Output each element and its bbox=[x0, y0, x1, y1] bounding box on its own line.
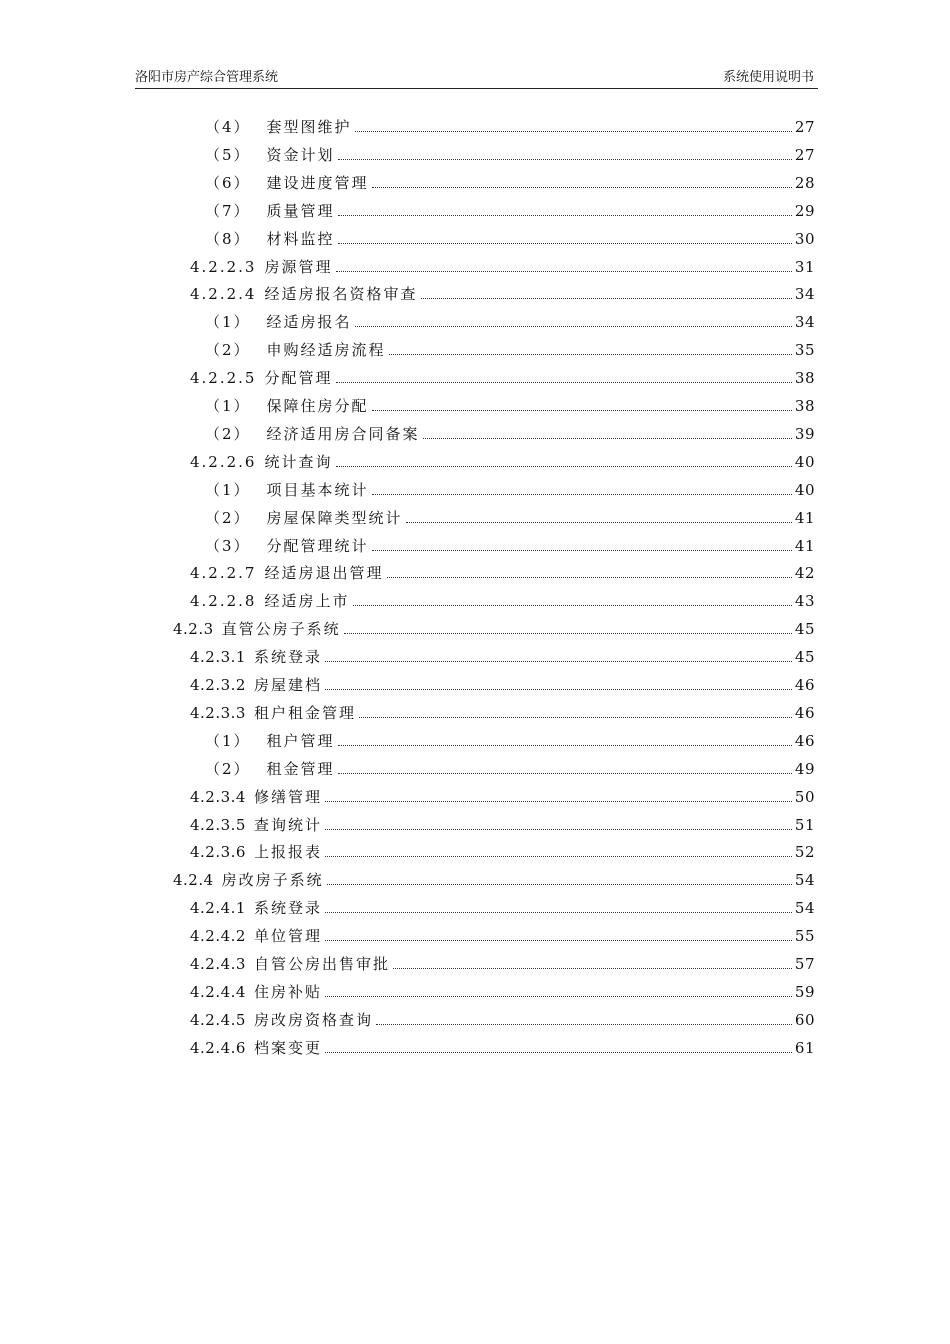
toc-entry[interactable] bbox=[190, 282, 815, 306]
toc-entry[interactable] bbox=[205, 143, 815, 167]
toc-entry-page-number: 59 bbox=[794, 982, 815, 1001]
toc-entry-title: 项目基本统计 bbox=[266, 480, 369, 499]
toc-entry-number: 4.2.3.1 bbox=[190, 648, 246, 667]
toc-entry-number: 4.2.3.3 bbox=[190, 703, 246, 722]
toc-entry[interactable] bbox=[205, 422, 815, 446]
toc-entry-number: （3） bbox=[205, 536, 251, 555]
toc-entry[interactable] bbox=[205, 757, 815, 781]
header-document-title: 洛阳市房产综合管理系统 bbox=[135, 70, 279, 85]
toc-entry[interactable] bbox=[173, 617, 815, 641]
toc-entry-number: 4.2.3.4 bbox=[190, 787, 246, 806]
toc-leader-dots bbox=[338, 199, 792, 223]
toc-entry-number: （4） bbox=[205, 118, 251, 136]
toc-entry-page-number: 41 bbox=[794, 508, 815, 527]
toc-entry-page-number: 60 bbox=[794, 1010, 815, 1029]
toc-entry-page-number: 45 bbox=[794, 620, 815, 639]
toc-entry-title: 统计查询 bbox=[264, 452, 333, 471]
toc-entry[interactable] bbox=[190, 980, 815, 1004]
toc-entry-page-number: 50 bbox=[794, 787, 815, 806]
toc-entry-title: 单位管理 bbox=[253, 927, 322, 946]
toc-entry-number: 4.2.3 bbox=[173, 620, 214, 639]
toc-entry-title: 经适房上市 bbox=[264, 592, 350, 611]
toc-entry-number: （2） bbox=[205, 759, 251, 778]
toc-entry-title: 分配管理 bbox=[264, 369, 333, 388]
toc-entry[interactable] bbox=[205, 227, 815, 251]
toc-entry[interactable] bbox=[190, 673, 815, 697]
toc-leader-dots bbox=[423, 422, 792, 446]
toc-entry-number: 4.2.2.6 bbox=[190, 452, 257, 471]
toc-entry-title: 档案变更 bbox=[253, 1038, 322, 1057]
toc-entry-page-number: 39 bbox=[794, 424, 815, 443]
toc-entry-page-number: 54 bbox=[794, 871, 815, 890]
toc-leader-dots bbox=[355, 115, 792, 139]
toc-leader-dots bbox=[325, 840, 792, 864]
toc-entry-page-number: 43 bbox=[794, 592, 815, 611]
toc-entry-number: 4.2.4.6 bbox=[190, 1038, 246, 1057]
toc-leader-dots bbox=[406, 506, 792, 530]
toc-entry-title: 经适房报名 bbox=[266, 313, 352, 332]
toc-entry[interactable] bbox=[190, 924, 815, 948]
toc-entry-page-number: 51 bbox=[794, 815, 815, 834]
toc-leader-dots bbox=[355, 310, 792, 334]
toc-entry-page-number: 45 bbox=[794, 648, 815, 667]
toc-entry-page-number: 42 bbox=[794, 564, 815, 583]
toc-entry-page-number: 34 bbox=[794, 285, 815, 304]
toc-entry-number: （1） bbox=[205, 313, 251, 332]
toc-entry-title: 房源管理 bbox=[264, 257, 333, 276]
toc-entry-page-number: 49 bbox=[794, 759, 815, 778]
toc-leader-dots bbox=[372, 171, 792, 195]
toc-entry-title: 经适房报名资格审查 bbox=[264, 285, 418, 304]
toc-leader-dots bbox=[325, 673, 792, 697]
toc-entry-number: （7） bbox=[205, 201, 251, 220]
toc-entry-title: 分配管理统计 bbox=[266, 536, 369, 555]
toc-entry-number: （2） bbox=[205, 424, 251, 443]
toc-entry-page-number: 54 bbox=[794, 899, 815, 918]
toc-leader-dots bbox=[389, 338, 792, 362]
toc-leader-dots bbox=[325, 896, 792, 920]
toc-entry-number: 4.2.3.2 bbox=[190, 676, 246, 694]
toc-entry-title: 质量管理 bbox=[266, 201, 335, 220]
toc-leader-dots bbox=[353, 589, 792, 613]
toc-leader-dots bbox=[325, 813, 792, 837]
toc-entry-title: 上报报表 bbox=[253, 843, 322, 862]
toc-entry-page-number: 29 bbox=[794, 201, 815, 220]
toc-entry-number: 4.2.4.2 bbox=[190, 927, 246, 946]
toc-leader-dots bbox=[338, 227, 792, 251]
toc-entry[interactable] bbox=[205, 199, 815, 223]
toc-entry-page-number: 40 bbox=[794, 480, 815, 499]
toc-leader-dots bbox=[336, 366, 792, 390]
toc-entry-title: 房改房子系统 bbox=[221, 871, 324, 890]
toc-leader-dots bbox=[336, 450, 792, 474]
toc-entry[interactable] bbox=[205, 729, 815, 753]
toc-entry[interactable] bbox=[205, 115, 815, 139]
toc-entry-title: 保障住房分配 bbox=[266, 397, 369, 415]
toc-entry-number: 4.2.2.4 bbox=[190, 285, 257, 304]
toc-leader-dots bbox=[325, 1036, 792, 1060]
toc-entry[interactable] bbox=[190, 450, 815, 474]
toc-entry-page-number: 61 bbox=[794, 1038, 815, 1057]
toc-entry-title: 建设进度管理 bbox=[266, 173, 369, 192]
toc-entry-page-number: 27 bbox=[794, 145, 815, 164]
toc-entry-number: 4.2.3.6 bbox=[190, 843, 246, 862]
toc-leader-dots bbox=[336, 255, 792, 279]
toc-entry-title: 查询统计 bbox=[253, 815, 322, 834]
toc-leader-dots bbox=[325, 645, 792, 669]
toc-entry[interactable] bbox=[205, 338, 815, 362]
toc-leader-dots bbox=[393, 952, 792, 976]
toc-entry[interactable] bbox=[205, 310, 815, 334]
toc-entry[interactable] bbox=[190, 561, 815, 585]
toc-entry[interactable] bbox=[173, 868, 815, 892]
toc-entry-page-number: 57 bbox=[794, 955, 815, 973]
toc-entry-title: 资金计划 bbox=[266, 145, 335, 164]
toc-entry-page-number: 52 bbox=[794, 843, 815, 862]
toc-entry[interactable] bbox=[190, 645, 815, 669]
toc-entry-title: 住房补贴 bbox=[253, 982, 322, 1001]
toc-entry-title: 租户租金管理 bbox=[253, 703, 356, 722]
toc-entry-number: （2） bbox=[205, 341, 251, 360]
toc-leader-dots bbox=[387, 561, 792, 585]
page-header bbox=[135, 68, 818, 89]
toc-leader-dots bbox=[372, 394, 792, 418]
toc-entry-title: 自管公房出售审批 bbox=[253, 955, 390, 973]
toc-entry-page-number: 46 bbox=[794, 731, 815, 750]
toc-entry-number: （8） bbox=[205, 229, 251, 248]
toc-entry-number: （1） bbox=[205, 397, 251, 415]
toc-entry[interactable] bbox=[190, 366, 815, 390]
toc-entry-title: 租户管理 bbox=[266, 731, 335, 750]
toc-leader-dots bbox=[338, 729, 792, 753]
toc-entry-title: 修缮管理 bbox=[253, 787, 322, 806]
toc-entry[interactable] bbox=[190, 1008, 815, 1032]
toc-entry-page-number: 31 bbox=[794, 257, 815, 276]
toc-entry-title: 房改房资格查询 bbox=[253, 1010, 373, 1029]
toc-leader-dots bbox=[359, 701, 792, 725]
toc-entry-number: 4.2.2.5 bbox=[190, 369, 257, 388]
toc-leader-dots bbox=[327, 868, 792, 892]
toc-entry-number: 4.2.4.4 bbox=[190, 982, 246, 1001]
toc-leader-dots bbox=[338, 143, 792, 167]
toc-entry-page-number: 40 bbox=[794, 452, 815, 471]
toc-entry-title: 经适房退出管理 bbox=[264, 564, 384, 583]
toc-entry-page-number: 38 bbox=[794, 369, 815, 388]
toc-entry-number: （1） bbox=[205, 480, 251, 499]
toc-entry-number: 4.2.2.7 bbox=[190, 564, 257, 583]
toc-entry-number: （2） bbox=[205, 508, 251, 527]
toc-entry-number: 4.2.4.3 bbox=[190, 955, 246, 973]
toc-leader-dots bbox=[325, 980, 792, 1004]
toc-entry-page-number: 46 bbox=[794, 703, 815, 722]
toc-leader-dots bbox=[325, 924, 792, 948]
toc-entry-page-number: 55 bbox=[794, 927, 815, 946]
toc-entry-page-number: 34 bbox=[794, 313, 815, 332]
toc-entry-title: 系统登录 bbox=[253, 648, 322, 667]
toc-leader-dots bbox=[325, 785, 792, 809]
toc-entry-title: 租金管理 bbox=[266, 759, 335, 778]
toc-entry-number: 4.2.2.3 bbox=[190, 257, 257, 276]
toc-entry[interactable] bbox=[190, 589, 815, 613]
toc-entry-number: 4.2.4 bbox=[173, 871, 214, 890]
toc-entry-number: 4.2.4.5 bbox=[190, 1010, 246, 1029]
toc-entry-title: 系统登录 bbox=[253, 899, 322, 918]
toc-entry-number: （5） bbox=[205, 145, 251, 164]
toc-leader-dots bbox=[421, 282, 792, 306]
toc-entry[interactable] bbox=[190, 1036, 815, 1060]
toc-entry-title: 直管公房子系统 bbox=[221, 620, 341, 639]
toc-entry-page-number: 41 bbox=[794, 536, 815, 555]
toc-leader-dots bbox=[372, 534, 792, 558]
toc-entry[interactable] bbox=[205, 171, 815, 195]
toc-entry-page-number: 35 bbox=[794, 341, 815, 360]
toc-entry[interactable] bbox=[190, 701, 815, 725]
toc-entry[interactable] bbox=[190, 785, 815, 809]
toc-entry-title: 房屋建档 bbox=[253, 676, 322, 694]
toc-entry-title: 材料监控 bbox=[266, 229, 335, 248]
toc-entry-number: 4.2.4.1 bbox=[190, 899, 246, 918]
toc-entry[interactable] bbox=[205, 506, 815, 530]
toc-entry[interactable] bbox=[190, 840, 815, 864]
toc-entry-number: （6） bbox=[205, 173, 251, 192]
header-manual-title: 系统使用说明书 bbox=[722, 70, 814, 85]
toc-entry-title: 套型图维护 bbox=[266, 118, 352, 136]
toc-leader-dots bbox=[338, 757, 792, 781]
toc-leader-dots bbox=[344, 617, 792, 641]
toc-entry-number: 4.2.3.5 bbox=[190, 815, 246, 834]
toc-entry[interactable] bbox=[190, 896, 815, 920]
toc-entry-page-number: 38 bbox=[794, 397, 815, 415]
toc-entry-page-number: 28 bbox=[794, 173, 815, 192]
toc-entry[interactable] bbox=[190, 952, 815, 976]
toc-entry-number: （1） bbox=[205, 731, 251, 750]
toc-entry-page-number: 46 bbox=[794, 676, 815, 694]
toc-leader-dots bbox=[376, 1008, 792, 1032]
toc-entry[interactable] bbox=[205, 534, 815, 558]
toc-entry[interactable] bbox=[205, 478, 815, 502]
toc-entry-title: 申购经适房流程 bbox=[266, 341, 386, 360]
toc-entry[interactable] bbox=[190, 255, 815, 279]
toc-entry[interactable] bbox=[190, 813, 815, 837]
toc-entry-title: 房屋保障类型统计 bbox=[266, 508, 403, 527]
toc-entry-title: 经济适用房合同备案 bbox=[266, 424, 420, 443]
toc-entry-number: 4.2.2.8 bbox=[190, 592, 257, 611]
toc-entry-page-number: 27 bbox=[794, 118, 815, 136]
toc-entry-page-number: 30 bbox=[794, 229, 815, 248]
toc-entry[interactable] bbox=[205, 394, 815, 418]
toc-leader-dots bbox=[372, 478, 792, 502]
